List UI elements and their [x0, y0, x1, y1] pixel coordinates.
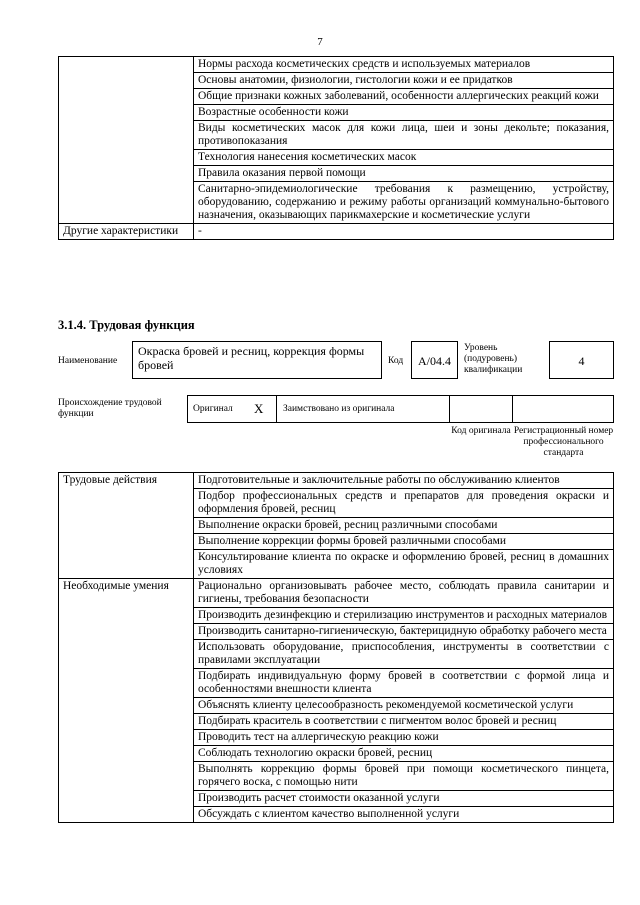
- section-title: 3.1.4. Трудовая функция: [58, 318, 195, 332]
- borrowed-label: Заимствовано из оригинала: [283, 404, 395, 414]
- skill-item: Производить санитарно-гигиеническую, бактерицидную обработку рабочего места: [194, 624, 614, 640]
- skill-item: Производить расчет стоимости оказанной услуги: [194, 791, 614, 807]
- table-row: [59, 473, 614, 489]
- skill-item: Выполнять коррекцию формы бровей при помощи косметического пинцета, горячего воска, с помощью нити: [194, 762, 614, 791]
- labor-action-item: Выполнение коррекции формы бровей различными способами: [194, 534, 614, 550]
- knowledge-table: [58, 56, 614, 240]
- skill-item: Производить дезинфекцию и стерилизацию инструментов и расходных материалов: [194, 608, 614, 624]
- knowledge-label-cell: [59, 57, 194, 224]
- table-row: [59, 579, 614, 608]
- code-label: Код: [388, 356, 404, 366]
- table-row: [59, 224, 614, 240]
- original-label: Оригинал: [193, 404, 233, 414]
- function-name-value: Окраска бровей и ресниц, коррекция формы бровей: [138, 344, 365, 372]
- other-characteristics-value: -: [194, 224, 614, 240]
- skill-item: Рационально организовывать рабочее место, соблюдать правила санитарии и гигиены, требования безопасности: [194, 579, 614, 608]
- skill-item: Подбирать краситель в соответствии с пигментом волос бровей и ресниц: [194, 714, 614, 730]
- knowledge-item: Общие признаки кожных заболеваний, особенности аллергических реакций кожи: [194, 89, 614, 105]
- labor-action-item: Консультирование клиента по окраске и оформлению бровей, ресниц в домашних условиях: [194, 550, 614, 579]
- original-mark: X: [254, 401, 264, 416]
- level-field: [549, 341, 614, 379]
- knowledge-item: Основы анатомии, физиологии, гистологии кожи и ее придатков: [194, 73, 614, 89]
- other-characteristics-label: Другие характеристики: [59, 224, 194, 240]
- origin-divider-1: [276, 395, 277, 423]
- code-value: A/04.4: [418, 354, 451, 368]
- labor-actions-label: Трудовые действия: [59, 473, 194, 579]
- labor-action-item: Подбор профессиональных средств и препаратов для проведения окраски и оформления бровей, ресниц: [194, 489, 614, 518]
- page-number: 7: [317, 36, 323, 48]
- skill-item: Соблюдать технологию окраски бровей, ресниц: [194, 746, 614, 762]
- code-field: [411, 341, 458, 379]
- origin-box: [187, 395, 614, 423]
- knowledge-item: Нормы расхода косметических средств и используемых материалов: [194, 57, 614, 73]
- skill-item: Обсуждать с клиентом качество выполненной услуги: [194, 807, 614, 823]
- level-value: 4: [578, 354, 585, 368]
- skill-item: Использовать оборудование, приспособления, инструменты в соответствии с правилами эксплуатации: [194, 640, 614, 669]
- labor-action-item: Подготовительные и заключительные работы по обслуживанию клиентов: [194, 473, 614, 489]
- table-row: [59, 57, 614, 73]
- name-label: Наименование: [58, 356, 118, 366]
- origin-divider-2: [449, 395, 450, 423]
- labor-function-table: [58, 472, 614, 823]
- function-name-field: [132, 341, 382, 379]
- skill-item: Подбирать индивидуальную форму бровей в соответствии с формой лица и особенностями внешности клиента: [194, 669, 614, 698]
- code-caption: Код оригинала: [451, 426, 511, 436]
- knowledge-item: Возрастные особенности кожи: [194, 105, 614, 121]
- skill-item: Объяснять клиенту целесообразность рекомендуемой косметической услуги: [194, 698, 614, 714]
- origin-label: Происхождение трудовой функции: [58, 398, 162, 419]
- labor-action-item: Выполнение окраски бровей, ресниц различными способами: [194, 518, 614, 534]
- skill-item: Проводить тест на аллергическую реакцию кожи: [194, 730, 614, 746]
- knowledge-item: Виды косметических масок для кожи лица, шеи и зоны декольте; показания, противопоказания: [194, 121, 614, 150]
- knowledge-item: Санитарно-эпидемиологические требования к размещению, устройству, оборудованию, содержанию и режиму работы организаций коммунально-бытового назначения, оказывающих парикмахерские и косметические услуги: [194, 182, 614, 224]
- skills-label: Необходимые умения: [59, 579, 194, 823]
- level-label: Уровень (подуровень) квалификации: [464, 343, 523, 375]
- origin-divider-3: [512, 395, 513, 423]
- reg-caption: Регистрационный номер профессионального стандарта: [513, 426, 614, 458]
- knowledge-item: Технология нанесения косметических масок: [194, 150, 614, 166]
- knowledge-item: Правила оказания первой помощи: [194, 166, 614, 182]
